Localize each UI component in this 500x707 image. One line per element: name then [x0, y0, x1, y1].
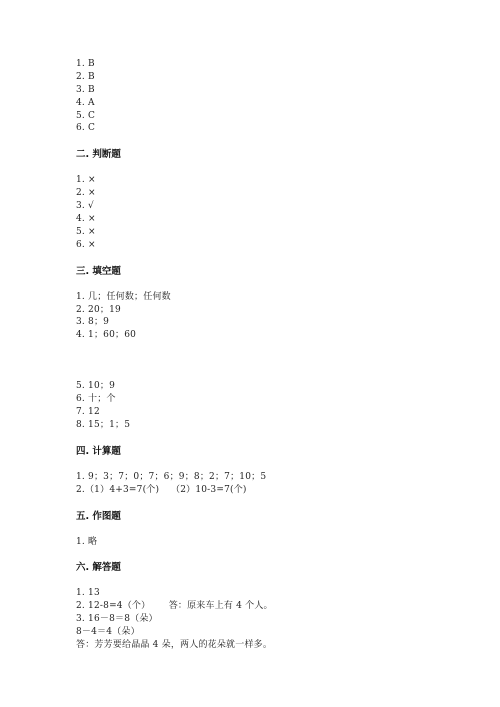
answer-line: 4. A: [76, 97, 95, 108]
answer-line: 6. ×: [76, 239, 96, 250]
answer-line: 3. B: [76, 84, 95, 95]
answer-line: 2. ×: [76, 188, 96, 199]
answer-line-split: [76, 484, 476, 497]
choice-answers: [76, 58, 476, 135]
answer-line: 1. 9；3；7；0；7；6；9；8；2；7；10；5: [76, 471, 267, 482]
answer-line: 1. 13: [76, 588, 100, 599]
fill-answers: [76, 291, 476, 432]
calc-part-1: 2.（1）4+3=7(个): [76, 484, 160, 495]
answer-line: 1. 略: [76, 536, 98, 547]
answer-line: 5. 10；9: [76, 381, 116, 392]
answer-sheet: [76, 58, 476, 652]
calc-answers: [76, 471, 476, 497]
answer-line: 4. ×: [76, 214, 96, 225]
answer-line: 5. C: [76, 110, 96, 121]
answer-line: 3. 8；9: [76, 317, 110, 328]
answer-line: 8. 15；1；5: [76, 419, 131, 430]
answer-line: 1. ×: [76, 175, 96, 186]
answer-line: 2. B: [76, 71, 95, 82]
section-title-solve: 六. 解答题: [76, 562, 121, 574]
answer-line: 2. 20；19: [76, 304, 121, 315]
answer-line: 1. 几；任何数；任何数: [76, 291, 171, 302]
answer-line: 5. ×: [76, 226, 96, 237]
section-title-calc: 四. 计算题: [76, 445, 121, 457]
answer-line: 6. 十；个: [76, 394, 116, 405]
section-title-draw: 五. 作图题: [76, 510, 121, 522]
judge-answers: [76, 174, 476, 251]
answer-line: 3. √: [76, 201, 94, 212]
section-title-judge: 二. 判断题: [76, 149, 121, 161]
section-title-fill: 三. 填空题: [76, 265, 121, 277]
answer-line: 6. C: [76, 123, 96, 134]
answer-line: 1. B: [76, 59, 95, 69]
answer-line: 2. 12-8=4（个） 答：原来车上有 4 个人。: [76, 601, 273, 612]
answer-line: 答：芳芳要给晶晶 4 朵，两人的花朵就一样多。: [76, 640, 273, 651]
answer-line: 3. 16－8＝8（朵）: [76, 614, 158, 625]
draw-answers: [76, 536, 476, 549]
answer-line: 4. 1；60；60: [76, 330, 137, 341]
solve-answers: [76, 587, 476, 651]
calc-part-2: （2）10-3=7(个): [171, 484, 247, 495]
answer-line: 7. 12: [76, 407, 100, 418]
answer-line: 8－4＝4（朵）: [76, 627, 140, 638]
